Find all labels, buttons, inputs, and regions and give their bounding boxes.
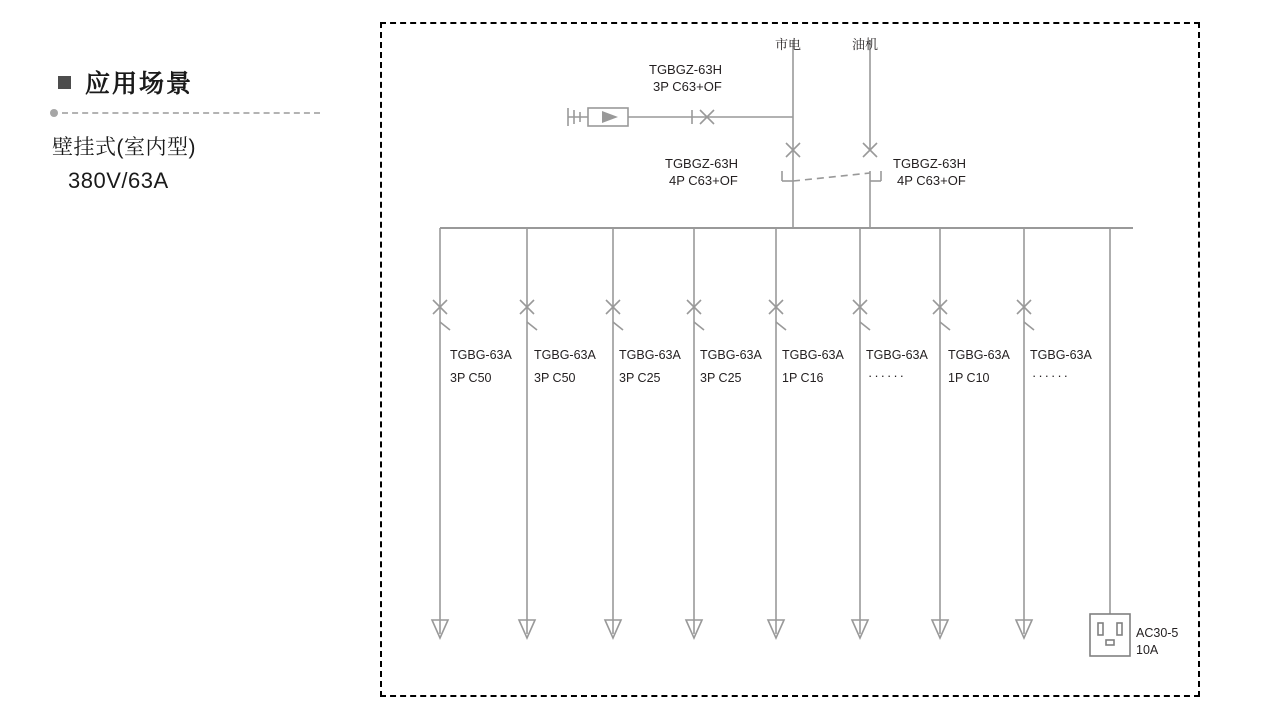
left-panel [0, 0, 360, 721]
divider-dashed-line [62, 112, 320, 114]
transfer-breaker-2-spec: 4P C63+OF [897, 173, 966, 188]
feeder-4-spec: 3P C25 [700, 371, 742, 385]
incoming-breaker-spec: 3P C63+OF [653, 79, 722, 94]
page-title: 应用场景 [85, 70, 194, 98]
feeder-2-spec: 3P C50 [534, 371, 576, 385]
transfer-breaker-1-spec: 4P C63+OF [669, 173, 738, 188]
feeder-8-model: TGBG-63A [1030, 348, 1092, 362]
divider-dot-icon [50, 109, 58, 117]
feeder-6-model: TGBG-63A [866, 348, 928, 362]
feeder-3-spec: 3P C25 [619, 371, 661, 385]
socket-rating: 10A [1136, 643, 1159, 657]
feeder-8-dots: ······ [1032, 368, 1070, 383]
feeder-2-model: TGBG-63A [534, 348, 596, 362]
feeder-4-model: TGBG-63A [700, 348, 762, 362]
source-label-generator: 油机 [852, 37, 879, 52]
incoming-breaker-model: TGBGZ-63H [649, 62, 722, 77]
square-bullet-icon [58, 76, 71, 89]
subtitle-text: 壁挂式(室内型) [52, 136, 196, 159]
transfer-breaker-1-model: TGBGZ-63H [665, 156, 738, 171]
feeder-6-dots: ······ [868, 368, 906, 383]
source-label-mains: 市电 [775, 37, 802, 52]
feeder-5-model: TGBG-63A [782, 348, 844, 362]
rating-text: 380V/63A [68, 168, 169, 193]
title-divider [50, 108, 320, 118]
feeder-7-spec: 1P C10 [948, 371, 990, 385]
section-title [58, 64, 193, 100]
feeder-1-spec: 3P C50 [450, 371, 492, 385]
transfer-breaker-2-model: TGBGZ-63H [893, 156, 966, 171]
feeder-5-spec: 1P C16 [782, 371, 824, 385]
socket-model: AC30-5 [1136, 626, 1179, 640]
feeder-3-model: TGBG-63A [619, 348, 681, 362]
feeder-1-model: TGBG-63A [450, 348, 512, 362]
feeder-7-model: TGBG-63A [948, 348, 1010, 362]
